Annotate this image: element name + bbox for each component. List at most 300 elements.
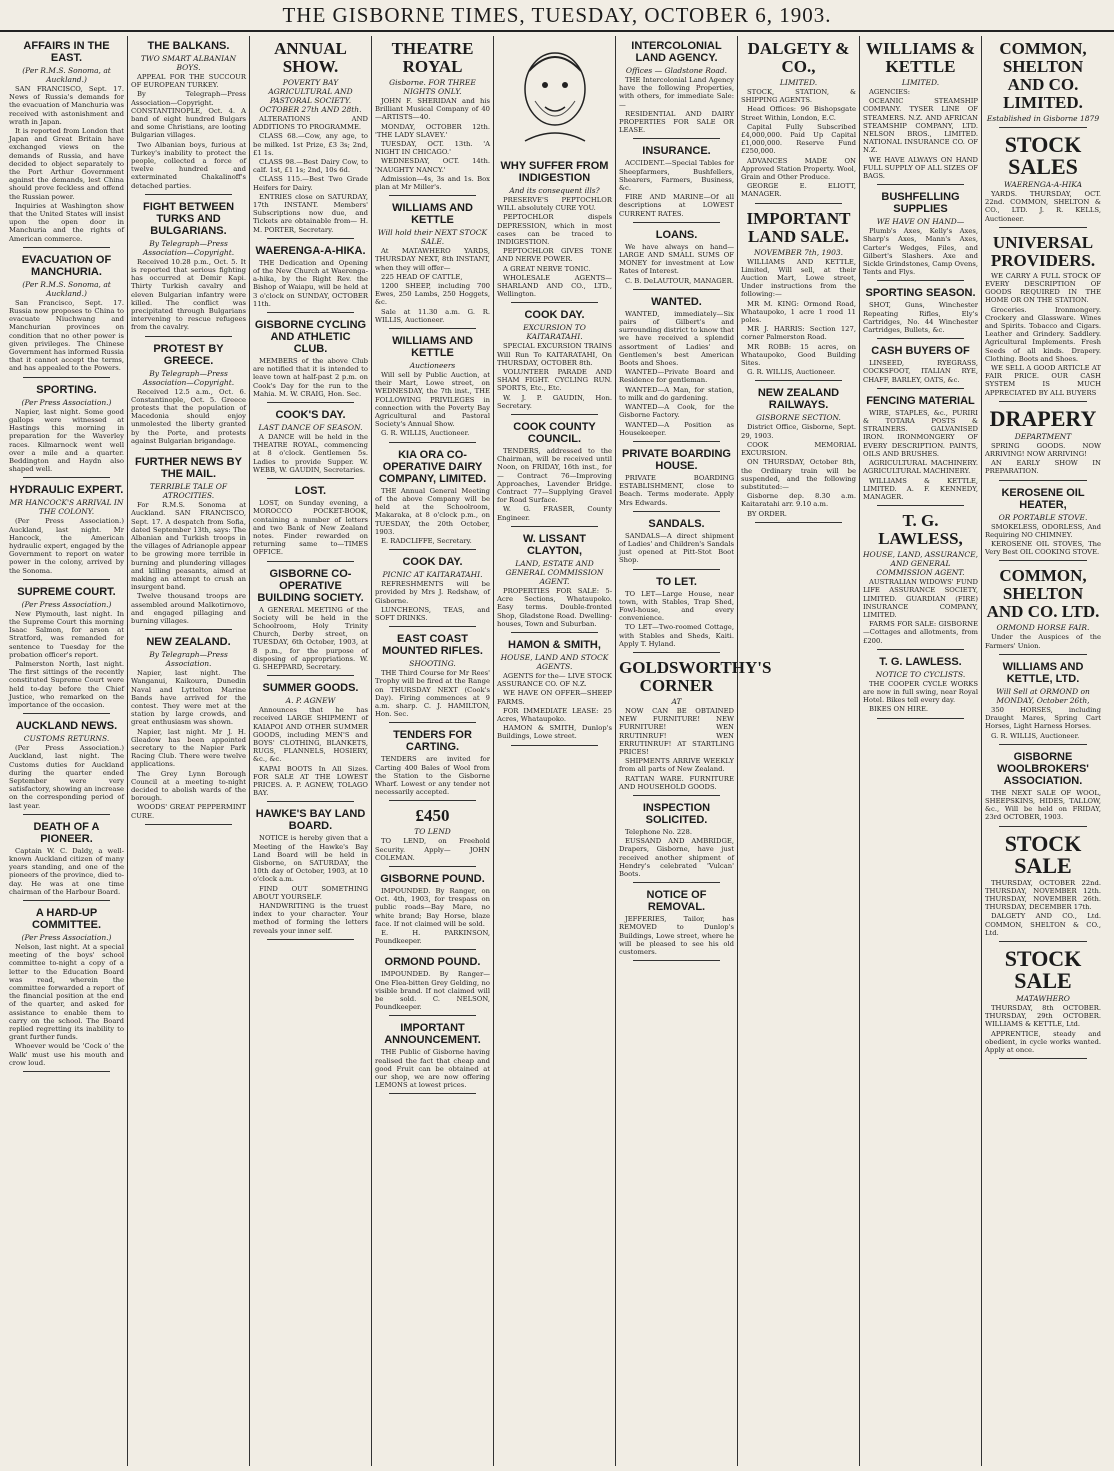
article-paragraph: A GENERAL MEETING of the Society will be held in the Schoolroom, Holy Trinity Church, Derby street, on TUESDAY, 6th October, 1903, at 8 p.m., for the purpose of disposing of appropriations. W. G. SHEPPARD, Secretary. bbox=[253, 605, 368, 671]
article bbox=[131, 343, 246, 450]
article-subheading: (Per R.M.S. Sonoma, at Auckland.) bbox=[22, 279, 111, 298]
article bbox=[497, 533, 612, 633]
article-paragraph: FIRE AND MARINE—Of all descriptions at LOWEST CURRENT RATES. bbox=[619, 193, 734, 218]
article bbox=[9, 384, 124, 479]
column-3 bbox=[250, 36, 372, 1466]
article-heading: INTERCOLONIAL LAND AGENCY. bbox=[631, 40, 722, 64]
article-subheading: OR PORTABLE STOVE. bbox=[998, 512, 1088, 522]
article-paragraph: APPEAL FOR THE SUCCOUR OF EUROPEAN TURKEY. bbox=[131, 73, 246, 90]
article-paragraph: GEORGE E. ELIOTT, MANAGER. bbox=[741, 182, 856, 199]
article-paragraph: WILLIAMS & KETTLE, LIMITED. A. F. KENNEDY, MANAGER. bbox=[863, 476, 978, 501]
article-heading: A HARD-UP COMMITTEE. bbox=[31, 907, 102, 932]
divider bbox=[999, 480, 1087, 481]
article bbox=[9, 821, 124, 901]
article bbox=[253, 808, 368, 939]
article bbox=[253, 409, 368, 479]
article-paragraph: THE COOPER CYCLE WORKS are now in full swing, near Royal Hotel. Bikes tell every day. bbox=[863, 679, 978, 705]
article bbox=[985, 661, 1101, 745]
article-paragraph: TO LEND, on Freehold Security. Apply— JOHN COLEMAN. bbox=[375, 837, 490, 862]
article bbox=[131, 456, 246, 630]
article-subheading: LAST DANCE OF SEASON. bbox=[258, 423, 363, 433]
article-subheading: MATAWHERO bbox=[1016, 993, 1070, 1003]
article-subheading: And its consequent ills? bbox=[509, 186, 600, 195]
divider bbox=[877, 280, 964, 281]
article-heading: THEATRE ROYAL bbox=[391, 39, 474, 76]
article-paragraph: Inquiries at Washington show that the United States will insist upon the open door in Manchuria and the rights of American commerce. bbox=[9, 201, 124, 243]
article-heading: COOK'S DAY. bbox=[275, 409, 346, 422]
article bbox=[497, 639, 612, 746]
article-heading: SANDALS. bbox=[648, 517, 705, 530]
article bbox=[619, 229, 734, 290]
article-paragraph: SMOKELESS, ODORLESS, And Requiring NO CHIMNEY. bbox=[985, 522, 1101, 539]
article-paragraph: SHIPMENTS ARRIVE WEEKLY from all parts of New Zealand. bbox=[619, 757, 734, 774]
divider bbox=[389, 1015, 476, 1016]
article-paragraph: BY ORDER. bbox=[747, 509, 787, 518]
article-paragraph: By Telegraph—Press Association—Copyright. CONSTANTINOPLE, Oct. 4. A band of eight hundred Bulgars and some Christians, are looting Bulgarian villages. bbox=[131, 90, 246, 140]
article-paragraph: WIRE, STAPLES, &c., PURIRI & TOTARA POSTS & STRAINERS. GALVANISED IRON. IRONMONGERY OF EVERY DESCRIPTION. PAINTS, OILS AND BRUSHES. bbox=[863, 408, 978, 458]
article-heading: SUPREME COURT. bbox=[17, 585, 116, 598]
article bbox=[9, 484, 124, 579]
article-heading: EVACUATION OF MANCHURIA. bbox=[21, 253, 112, 278]
article-paragraph: W. G. FRASER, County Engineer. bbox=[497, 505, 612, 522]
article bbox=[985, 405, 1101, 481]
article-heading: STOCK SALES bbox=[1004, 132, 1082, 179]
divider bbox=[633, 652, 720, 653]
article-heading: WILLIAMS AND KETTLE bbox=[392, 335, 473, 360]
article bbox=[253, 682, 368, 802]
article-paragraph: MR M. KING: Ormond Road, Whataupoko, 1 acre 1 rood 11 poles. bbox=[741, 299, 856, 325]
article bbox=[253, 485, 368, 561]
article-paragraph: WANTED—A Cook, for the Gisborne Factory. bbox=[619, 403, 734, 420]
divider bbox=[389, 722, 476, 723]
article bbox=[985, 40, 1101, 128]
article-paragraph: TENDERS, addressed to the Chairman, will be received until Noon, on FRIDAY, 16th inst., for— Contract 76—Improving Approaches, Lavender Bridge. Contract 77—Supplying Gravel for Road Surface. bbox=[497, 447, 612, 505]
article-paragraph: We have always on hand—LARGE AND SMALL SUMS OF MONEY for investment at Low Rates of Interest. bbox=[619, 242, 734, 276]
divider bbox=[389, 549, 476, 550]
article-paragraph: WEDNESDAY, OCT. 14th. 'NAUGHTY NANCY.' bbox=[375, 157, 490, 174]
article-subheading: WAERENGA-A-HIKA bbox=[1003, 180, 1083, 189]
masthead: THE GISBORNE TIMES, TUESDAY, OCTOBER 6, 1903. bbox=[0, 0, 1114, 32]
divider bbox=[389, 800, 476, 801]
article-heading: SUMMER GOODS. bbox=[262, 682, 359, 695]
article bbox=[253, 568, 368, 677]
article-subheading: Auctioneers bbox=[409, 361, 456, 371]
article-paragraph: Telephone No. 228. bbox=[625, 827, 692, 836]
article bbox=[985, 830, 1101, 942]
article-heading: INSURANCE. bbox=[642, 145, 711, 158]
article-heading: SPORTING SEASON. bbox=[865, 287, 976, 300]
article-heading: LOST. bbox=[294, 485, 327, 498]
divider bbox=[633, 569, 720, 570]
article-paragraph: SAN FRANCISCO, Sept. 17. News of Russia's demands for the evacuation of Manchuria was received with astonishment and wrath in Japan. bbox=[9, 85, 124, 126]
article-heading: LOANS. bbox=[655, 228, 698, 241]
article-heading: WILLIAMS AND KETTLE bbox=[392, 202, 473, 227]
article-paragraph: THE Public of Gisborne having realised the fact that cheap and good Fruit can be obtained at our shop, we are now offering LEMONS at lowest prices. bbox=[375, 1048, 490, 1090]
article-paragraph: THE Annual General Meeting of the above Company will be held at the Schoolroom, Makaraka, at 8 o'clock p.m., on TUESDAY, the 20th October, 1903. bbox=[375, 486, 490, 536]
article-heading: FENCING MATERIAL bbox=[866, 394, 975, 407]
article bbox=[497, 160, 612, 303]
article-heading: COMMON, SHELTON AND CO. LIMITED. bbox=[999, 39, 1087, 112]
article-paragraph: New Plymouth, last night. In the Supreme Court this morning Isaac Salmon, for arson at Stratford, was remanded for sentence to Tuesday for the probation officer's report. bbox=[9, 609, 124, 659]
article-paragraph: APPRENTICE, steady and obedient, in cycle works wanted. Apply at once. bbox=[985, 1029, 1101, 1054]
article-heading: AFFAIRS IN THE EAST. bbox=[23, 40, 110, 64]
article-paragraph: At MATAWHERO YARDS, THURSDAY NEXT, 8th INSTANT, when they will offer— bbox=[375, 247, 490, 272]
divider bbox=[633, 441, 720, 442]
article bbox=[9, 907, 124, 1072]
article-paragraph: MONDAY, OCTOBER 12th. 'THE LADY SLAVEY.' bbox=[375, 122, 490, 139]
divider bbox=[755, 522, 842, 523]
divider bbox=[23, 713, 110, 714]
article-paragraph: MR J. HARRIS: Section 127, corner Palmerston Road. bbox=[741, 325, 856, 342]
article bbox=[375, 729, 490, 801]
article-paragraph: AN EARLY SHOW IN PREPARATION. bbox=[985, 459, 1101, 476]
article-subheading: A. P. AGNEW bbox=[285, 696, 336, 706]
article-paragraph: EUSSAND AND AMBRIDGE, Drapers, Gisborne, have just received another shipment of Hendry's celebrated 'Vulcan' Boots. bbox=[619, 837, 734, 878]
article-heading: HAMON & SMITH, bbox=[508, 638, 601, 651]
divider bbox=[267, 312, 354, 313]
article-paragraph: YARDS. THURSDAY, OCT. 22nd. COMMON, SHELTON & CO., LTD. J. R. KELLS, Auctioneer. bbox=[985, 190, 1101, 223]
divider bbox=[389, 442, 476, 443]
article-paragraph: WANTED—A Man, for station, to milk and do gardening. bbox=[619, 385, 734, 402]
article-heading: WANTED. bbox=[651, 295, 702, 308]
article-heading: STOCK SALE bbox=[1004, 830, 1082, 878]
article-paragraph: Gisborne dep. 8.30 a.m. Kaitaratahi arr. 9.10 a.m. bbox=[741, 492, 856, 509]
divider bbox=[999, 127, 1087, 128]
article-subheading: DEPARTMENT bbox=[1014, 431, 1072, 441]
divider bbox=[267, 238, 354, 239]
article-paragraph: Head Offices: 96 Bishopsgate Street Within, London, E.C. bbox=[741, 105, 856, 122]
article-paragraph: Napier, last night. Some good gallops were witnessed at Hastings this morning in preparation for the Waverley races. Kilmarnock went well over a mile and a quarter. Beddington and Haydn also shaped well. bbox=[9, 407, 124, 474]
article-subheading: GISBORNE SECTION. bbox=[756, 413, 841, 423]
article-heading: GISBORNE POUND. bbox=[380, 872, 485, 885]
article-paragraph: THURSDAY, OCTOBER 22nd. THURSDAY, NOVEMBER 12th. THURSDAY, NOVEMBER 26th. THURSDAY, DECEMBER 17th. bbox=[985, 878, 1101, 912]
article-paragraph: WE SELL A GOOD ARTICLE AT FAIR PRICE. OUR CASH SYSTEM IS MUCH APPRECIATED BY ALL BUYERS bbox=[985, 364, 1101, 397]
article-paragraph: LUNCHEONS, TEAS, and SOFT DRINKS. bbox=[375, 605, 490, 622]
article-paragraph: WE CARRY A FULL STOCK OF EVERY DESCRIPTION OF GOODS REQUIRED IN THE HOME OR ON THE STATION. bbox=[985, 271, 1101, 305]
article-subheading: TO LEND bbox=[414, 827, 451, 837]
article-subheading: LIMITED. bbox=[901, 78, 940, 87]
divider bbox=[877, 184, 964, 185]
article bbox=[375, 335, 490, 443]
article bbox=[9, 720, 124, 815]
article-heading: IMPORTANT LAND SALE. bbox=[746, 208, 851, 246]
divider bbox=[23, 477, 110, 478]
article-paragraph: G. R. WILLIS, Auctioneer. bbox=[381, 429, 470, 438]
divider bbox=[267, 478, 354, 479]
divider bbox=[755, 203, 842, 204]
article-paragraph: ADVANCES MADE ON Approved Station Property. Wool, Grain and Other Produce. bbox=[741, 156, 856, 182]
divider bbox=[23, 900, 110, 901]
article-paragraph: Received 10.28 p.m., Oct. 5. It is reported that serious fighting has occurred at Demir Kapi. Thirty Turkish cavalry and eleven Bulgarian infantry were killed. The conflict was precipitated through Bulgarians intervening to rescue refugees from the cavalry. bbox=[131, 257, 246, 332]
article-paragraph: LOST, on Sunday evening, a MOROCCO POCKET-BOOK, containing a number of letters and two Bank of New Zealand notes. Finder rewarded on returning same to—TIMES OFFICE. bbox=[253, 499, 368, 557]
divider bbox=[999, 401, 1087, 402]
divider bbox=[999, 654, 1087, 655]
article-paragraph: Capital Fully Subscribed £4,000,000. Paid Up Capital £1,000,000. Reserve Fund £250,000. bbox=[741, 122, 856, 156]
article-subheading: By Telegraph—Press Association—Copyright. bbox=[142, 238, 235, 257]
divider bbox=[23, 814, 110, 815]
article-paragraph: JOHN F. SHERIDAN and his Brilliant Musical Company of 40—ARTISTS—40. bbox=[375, 97, 490, 122]
article-paragraph: WANTED, immediately—Six pairs of Gilbert's and surrounding district to know that we have received a splendid assortment of Ladies' and Gentlemen's best American Boots and Shoes. bbox=[619, 309, 734, 368]
article bbox=[985, 234, 1101, 402]
article bbox=[741, 40, 856, 204]
article-paragraph: IMPOUNDED. By Ranger— One Flea-bitten Grey Gelding, no visible brand. If not claimed will be sold. C. NELSON, Poundkeeper. bbox=[375, 970, 490, 1012]
article-heading: WILLIAMS & KETTLE bbox=[865, 39, 976, 76]
article bbox=[131, 40, 246, 195]
article-paragraph: G. R. WILLIS, Auctioneer. bbox=[991, 731, 1080, 740]
article-heading: KIA ORA CO-OPERATIVE DAIRY COMPANY, LIMITED. bbox=[378, 448, 487, 485]
article-paragraph: PEPTOCHLOR GIVES TONE AND NERVE POWER. bbox=[497, 247, 612, 264]
article bbox=[619, 518, 734, 570]
article-paragraph: Napier, last night. Mr J. H. Gleadow has been appointed secretary to the Napier Park Racing Club. There were twelve applications. bbox=[131, 727, 246, 769]
article-paragraph: BIKES ON HIRE. bbox=[869, 705, 929, 714]
article-heading: COOK COUNTY COUNCIL. bbox=[513, 421, 596, 446]
article-heading: STOCK SALE bbox=[1004, 945, 1082, 993]
article-heading: GISBORNE WOOLBROKERS' ASSOCIATION. bbox=[997, 750, 1089, 787]
article-heading: UNIVERSAL PROVIDERS. bbox=[990, 232, 1096, 270]
divider bbox=[877, 388, 964, 389]
article-paragraph: W. J. P. GAUDIN, Hon. Secretary. bbox=[497, 393, 612, 410]
article-paragraph: ACCIDENT.—Special Tables for Sheepfarmers, Bushfellers, Shearers, Farmers, Business, &c. bbox=[619, 159, 734, 193]
article bbox=[863, 656, 978, 719]
article-paragraph: E. H. PARKINSON, Poundkeeper. bbox=[375, 928, 490, 946]
article-paragraph: 350 HORSES, including Draught Mares, Spring Cart Horses, Light Harness Horses. bbox=[985, 705, 1101, 731]
article bbox=[131, 636, 246, 825]
article-heading: TO LET. bbox=[656, 575, 697, 588]
divider bbox=[511, 414, 598, 415]
article-paragraph: CLASS 115.—Best Two Grade Heifers for Dairy. bbox=[253, 175, 368, 192]
article-subheading: (Per Press Association.) bbox=[21, 397, 112, 407]
article-heading: AUCKLAND NEWS. bbox=[15, 720, 118, 733]
column-1 bbox=[6, 36, 128, 1466]
article bbox=[375, 40, 490, 196]
article-paragraph: Napier, last night. The Wanganui, Kaikoura, Dunedin Naval and Lyttelton Marine Bands have arrived for the contest. They were met at the station by large crowds, and great enthusiasm was shown. bbox=[131, 669, 246, 727]
article-heading: FURTHER NEWS BY THE MAIL. bbox=[135, 456, 242, 481]
article-paragraph: RESIDENTIAL AND DAIRY PROPERTIES FOR SALE OR LEASE. bbox=[619, 109, 734, 135]
article-paragraph: 1200 SHEEP, including 700 Ewes, 250 Lambs, 250 Hoggets, &c. bbox=[375, 282, 490, 307]
article-paragraph: Under the Auspices of the Farmers' Union. bbox=[985, 633, 1101, 650]
article-paragraph: Palmerston North, last night. The first sittings of the recently constituted Supreme Court were held to-day before the Chief Justice, who remarked on the importance of the occasion. bbox=[9, 659, 124, 709]
divider bbox=[267, 675, 354, 676]
article bbox=[863, 40, 978, 185]
article bbox=[497, 309, 612, 415]
article-heading: IMPORTANT ANNOUNCEMENT. bbox=[384, 1022, 481, 1047]
divider bbox=[633, 222, 720, 223]
article-heading: GISBORNE CYCLING AND ATHLETIC CLUB. bbox=[254, 319, 367, 356]
article-subheading: (Per Press Association.) bbox=[21, 933, 112, 943]
divider bbox=[633, 795, 720, 796]
article bbox=[619, 40, 734, 139]
divider bbox=[999, 744, 1087, 745]
article-paragraph: Sale at 11.30 a.m. G. R. WILLIS, Auctioneer. bbox=[375, 307, 490, 324]
article bbox=[375, 956, 490, 1016]
article-paragraph: REFRESHMENTS will be provided by Mrs J. Redshaw, of Gisborne. bbox=[375, 580, 490, 605]
article-paragraph: Nelson, last night. At a special meeting of the boys' school committee to-night a copy of a letter to the Education Board was read, wherein the committee forwarded a report of the financial position at the end of the quarter, and asked for assistance to enable them to carry on the school. The Board replied regretting its inability to grant further funds. bbox=[9, 943, 124, 1042]
article-heading: WHY SUFFER FROM INDIGESTION bbox=[500, 160, 609, 184]
article bbox=[9, 40, 124, 248]
article-paragraph: TO LET—Two-roomed Cottage, with Stables and Sheds, Kaiti. Apply T. Hyland. bbox=[619, 623, 734, 648]
article-paragraph: SANDALS—A direct shipment of Ladies' and Children's Sandals just opened at Pitt-Stot Boot Shop. bbox=[619, 531, 734, 565]
column-2 bbox=[128, 36, 250, 1466]
article-paragraph: LINSEED, RYEGRASS, COCKSFOOT, ITALIAN RYE, CHAFF, BARLEY, OATS, &c. bbox=[863, 359, 978, 384]
article-subheading: HOUSE, LAND, ASSURANCE, AND GENERAL COMMISSION AGENT. bbox=[863, 550, 978, 578]
article-paragraph: 225 HEAD OF CATTLE, bbox=[381, 272, 463, 281]
divider bbox=[389, 866, 476, 867]
divider bbox=[633, 289, 720, 290]
article-heading: NOTICE OF REMOVAL. bbox=[646, 889, 707, 914]
article-heading: GOLDSWORTHY'S CORNER bbox=[619, 657, 772, 695]
article-paragraph: (Per Press Association.) Auckland, last night. The Customs duties for Auckland during the quarter ended September were very satisfactory, showing an increase on the corresponding period of last year. bbox=[9, 744, 124, 810]
article-subheading: TWO SMART ALBANIAN BOYS. bbox=[140, 54, 237, 72]
article-paragraph: PROPERTIES FOR SALE: 5-Acre Sections, Whataupoko. Easy terms. Double-fronted Shop, Gladstone Road. Dwelling-houses, Town and Suburban. bbox=[497, 586, 612, 628]
article-paragraph: WOODS' GREAT PEPPERMINT CURE. bbox=[131, 803, 246, 820]
article-paragraph: FIND OUT SOMETHING ABOUT YOURSELF. bbox=[253, 884, 368, 901]
article-paragraph: WE HAVE ON OFFER—SHEEP FARMS. bbox=[497, 689, 612, 706]
article-heading: PRIVATE BOARDING HOUSE. bbox=[622, 447, 731, 472]
article bbox=[375, 807, 490, 867]
article-heading: T. G. LAWLESS. bbox=[879, 655, 962, 668]
article-paragraph: COOK MEMORIAL EXCURSION. bbox=[741, 440, 856, 458]
article bbox=[619, 576, 734, 653]
article-heading: WILLIAMS AND KETTLE, LTD. bbox=[1002, 660, 1084, 685]
article-heading: PROTEST BY GREECE. bbox=[153, 342, 224, 367]
article-paragraph: A GREAT NERVE TONIC. bbox=[503, 264, 591, 273]
divider bbox=[999, 560, 1087, 561]
article-paragraph: District Office, Gisborne, Sept. 29, 1903. bbox=[741, 423, 856, 440]
article-heading: COMMON, SHELTON AND CO. LTD. bbox=[986, 566, 1100, 622]
article-subheading: NOVEMBER 7th, 1903. bbox=[753, 247, 844, 257]
article-paragraph: KAPAI BOOTS In All Sizes. FOR SALE AT THE LOWEST PRICES. A. P. AGNEW, TOLAGO BAY. bbox=[253, 764, 368, 798]
article bbox=[131, 201, 246, 337]
article-paragraph: PRESERVE'S PEPTOCHLOR WILL absolutely CURE YOU. bbox=[497, 196, 612, 213]
divider bbox=[877, 649, 964, 650]
divider bbox=[145, 336, 232, 337]
article-subheading: Will Sell at ORMOND on MONDAY, October 26th, bbox=[996, 686, 1090, 705]
article-paragraph: The Grey Lynn Borough Council at a meeting to-night decided to abolish wards of the borough. bbox=[131, 769, 246, 803]
article-paragraph: SPRING GOODS. NOW ARRIVING! NOW ARRIVING! bbox=[985, 441, 1101, 459]
article bbox=[253, 319, 368, 403]
column-8 bbox=[860, 36, 982, 1466]
article-paragraph: TUESDAY, OCT. 13th. 'A NIGHT IN CHICAGO.' bbox=[375, 140, 490, 157]
divider bbox=[511, 526, 598, 527]
article-subheading: ORMOND HORSE FAIR. bbox=[996, 623, 1090, 633]
article bbox=[619, 296, 734, 442]
article-heading: TENDERS FOR CARTING. bbox=[393, 729, 472, 754]
article-paragraph: PEPTOCHLOR dispels DEPRESSION, which in most cases can be traced to INDIGESTION. bbox=[497, 213, 612, 247]
article-subheading: Will hold their NEXT STOCK SALE. bbox=[377, 228, 488, 247]
article-heading: KEROSENE OIL HEATER, bbox=[1001, 486, 1085, 511]
divider bbox=[511, 302, 598, 303]
article-paragraph: IMPOUNDED. By Ranger, on Oct. 4th, 1903, for trespass on public roads—Bay Mare, no white brand; Bay Horse, blaze face. If not claimed will be sold. bbox=[375, 886, 490, 928]
article bbox=[863, 395, 978, 506]
article-heading: EAST COAST MOUNTED RIFLES. bbox=[382, 633, 483, 658]
article-paragraph: ENTRIES close on SATURDAY, 17th INSTANT. Members' Subscriptions now due, and Tickets are obtainable from— H. M. PORTER, Secretary. bbox=[253, 192, 368, 234]
article bbox=[985, 487, 1101, 562]
divider bbox=[511, 745, 598, 746]
column-4 bbox=[372, 36, 494, 1466]
article-paragraph: VOLUNTEER PARADE AND SHAM FIGHT. CYCLING RUN. SPORTS, Etc., Etc. bbox=[497, 368, 612, 393]
divider bbox=[389, 1093, 476, 1094]
article-heading: SPORTING. bbox=[36, 383, 97, 396]
article-heading: DALGETY & CO., bbox=[747, 39, 850, 76]
divider bbox=[633, 960, 720, 961]
divider bbox=[999, 941, 1087, 942]
article-subheading: AT bbox=[671, 696, 682, 706]
article-paragraph: HANDWRITING is the truest index to your character. Your method of forming the letters reveals your inner self. bbox=[253, 902, 368, 935]
divider bbox=[877, 505, 964, 506]
article-heading: FIGHT BETWEEN TURKS AND BULGARIANS. bbox=[142, 200, 235, 237]
article bbox=[375, 202, 490, 329]
article bbox=[619, 448, 734, 512]
divider bbox=[389, 195, 476, 196]
article bbox=[375, 449, 490, 550]
article-paragraph: JEFFERIES, Tailor, has REMOVED to Dunlop's Buildings, Lowe street, where he will be pleased to see his old customers. bbox=[619, 915, 734, 957]
article-paragraph: TENDERS are invited for Carting 400 Bales of Wool from the Station to the Gisborne Wharf. Lowest or any tender not necessarily accepted. bbox=[375, 755, 490, 797]
article-paragraph: CLASS 68.—Cow, any age, to be milked. 1st Prize, £3 3s; 2nd, £1 1s. bbox=[253, 132, 368, 157]
article-paragraph: A DANCE will be held in the THEATRE ROYAL, commencing at 8 o'clock. Gentlemen 5s. Ladies to provide Supper. W. WEBB, W. GAUDIN, Secretaries. bbox=[253, 433, 368, 474]
article-paragraph: FOR IMMEDIATE LEASE: 25 Acres, Whataupoko. bbox=[497, 706, 612, 723]
columns bbox=[6, 36, 1108, 1466]
article-paragraph: AGRICULTURAL MACHINERY. AGRICULTURAL MACHINERY. bbox=[863, 459, 978, 476]
article-subheading: Offices — Gladstone Road. bbox=[625, 66, 728, 75]
article-paragraph: ON THURSDAY, October 8th, the Ordinary train will be suspended, and the following substituted:— bbox=[741, 458, 856, 491]
article bbox=[863, 191, 978, 281]
article-paragraph: NOTICE is hereby given that a Meeting of the Hawke's Bay Land Board will be held in Gisborne, on SATURDAY, the 10th day of October, 1903, at 10 o'clock a.m. bbox=[253, 834, 368, 884]
article-paragraph: For R.M.S. Sonoma at Auckland. SAN FRANCISCO, Sept. 17. A despatch from Sofia, dated September 13th, says: The Albanian and Turkish troops in the villages of Adrianople appear to be growing more terrible in burning and plundering villages and killing peasants, aimed at making an attempt to crush an insurgent band. bbox=[131, 501, 246, 592]
article-paragraph: SHOT, Guns, Winchester Repeating Rifles, Ely's Cartridges, No. 44 Winchester Cartridges, Bullets, &c. bbox=[863, 301, 978, 335]
divider bbox=[145, 629, 232, 630]
article-subheading: HOUSE, LAND AND STOCK AGENTS. bbox=[500, 652, 609, 671]
divider bbox=[511, 632, 598, 633]
divider bbox=[877, 718, 964, 719]
article-paragraph: NOW CAN BE OBTAINED NEW FURNITURE! NEW FURNITURE! WEN RRUTINRUF! WEN ERRUTINRUF! AT STARTLING PRICES! bbox=[619, 706, 734, 756]
article-subheading: LIMITED. bbox=[779, 78, 818, 87]
article bbox=[619, 802, 734, 883]
article-paragraph: THE Third Course for Mr Rees' Trophy will be fired at the Range on THURSDAY NEXT (Cook's Day). Firing commences at 9 a.m. sharp. C. J. HAMILTON, Hon. Sec. bbox=[375, 669, 490, 719]
article-heading: THE BALKANS. bbox=[147, 40, 230, 52]
article-paragraph: KEROSENE OIL STOVES, The Very Best OIL COOKING STOVE. bbox=[985, 540, 1101, 557]
article-heading: COOK DAY. bbox=[402, 556, 463, 569]
article-paragraph: Received 12.5 a.m., Oct. 6. Constantinople, Oct. 5. Greece protests that the population of Macedonia should enjoy unmolested the liberty granted by the Porte, and protests against Bulgarian brigandage. bbox=[131, 387, 246, 445]
article bbox=[497, 421, 612, 527]
article-heading: HAWKE'S BAY LAND BOARD. bbox=[255, 808, 366, 833]
article-paragraph: MEMBERS of the above Club are notified that it is intended to leave town at half-past 2 p.m. on Cook's Day for the run to the Mahia. M. W. CRAIG, Hon. Sec. bbox=[253, 357, 368, 398]
article-paragraph: SPECIAL EXCURSION TRAINS Will Run To KAITARATAHI, On THURSDAY, OCTOBER 8th. bbox=[497, 342, 612, 367]
article bbox=[375, 556, 490, 627]
divider bbox=[633, 882, 720, 883]
article-heading: HYDRAULIC EXPERT. bbox=[9, 484, 124, 497]
article-paragraph: Whoever would be 'Cock o' the Walk' must use his mouth and crow loud. bbox=[9, 1042, 124, 1067]
article-paragraph: Admission—4s, 3s and 1s. Box plan at Mr Miller's. bbox=[375, 174, 490, 192]
article-paragraph: San Francisco, Sept. 17. Russia now proposes to China to evacuate Niuchwang and Manchurian provinces on condition that no other power is given privileges. The Chinese Government has informed Russia that it cannot accept the terms, and has appealed to the Powers. bbox=[9, 298, 124, 373]
portrait-illustration bbox=[497, 38, 612, 156]
divider bbox=[145, 449, 232, 450]
divider bbox=[267, 561, 354, 562]
divider bbox=[145, 824, 232, 825]
article-subheading: CUSTOMS RETURNS. bbox=[23, 734, 110, 744]
article-paragraph: WILLIAMS AND KETTLE, Limited, Will sell, at their Auction Mart, Lowe street, Under instructions from the following:— bbox=[741, 257, 856, 299]
article-paragraph: MR ROBB: 15 acres, on Whataupoko, Good Building Sites. bbox=[741, 342, 856, 368]
article-heading: NEW ZEALAND. bbox=[146, 636, 231, 649]
article-heading: BUSHFELLING SUPPLIES bbox=[881, 191, 960, 216]
article-paragraph: RATTAN WARE. FURNITURE AND HOUSEHOLD GOODS. bbox=[619, 774, 734, 791]
article-subheading: TERRIBLE TALE OF ATROCITIES. bbox=[149, 482, 228, 501]
article bbox=[253, 40, 368, 239]
article-subheading: By Telegraph—Press Association. bbox=[149, 650, 228, 669]
article-heading: £450 bbox=[415, 806, 450, 826]
article-heading: ORMOND POUND. bbox=[384, 956, 481, 969]
article-paragraph: Twelve thousand troops are assembled around Malkotirnovo, and engaged pillaging and burning villages. bbox=[131, 592, 246, 625]
article-paragraph: PRIVATE BOARDING ESTABLISHMENT, close to Beach. Terms moderate. Apply Mrs Edwards. bbox=[619, 473, 734, 507]
